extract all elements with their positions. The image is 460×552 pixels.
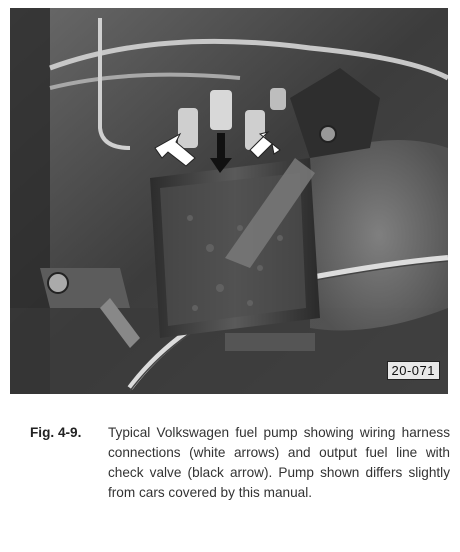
caption-text: Typical Volkswagen fuel pump showing wiring harness connections (white arrows) and output fuel line with check valve (black arrow). Pump shown differs slightly from cars covered by this manual. xyxy=(108,425,450,500)
figure-caption xyxy=(30,423,450,503)
fuel-pump-photo xyxy=(10,8,448,394)
figure-number-tag: 20-071 xyxy=(387,361,440,380)
caption-label: Fig. 4-9. xyxy=(30,425,82,440)
